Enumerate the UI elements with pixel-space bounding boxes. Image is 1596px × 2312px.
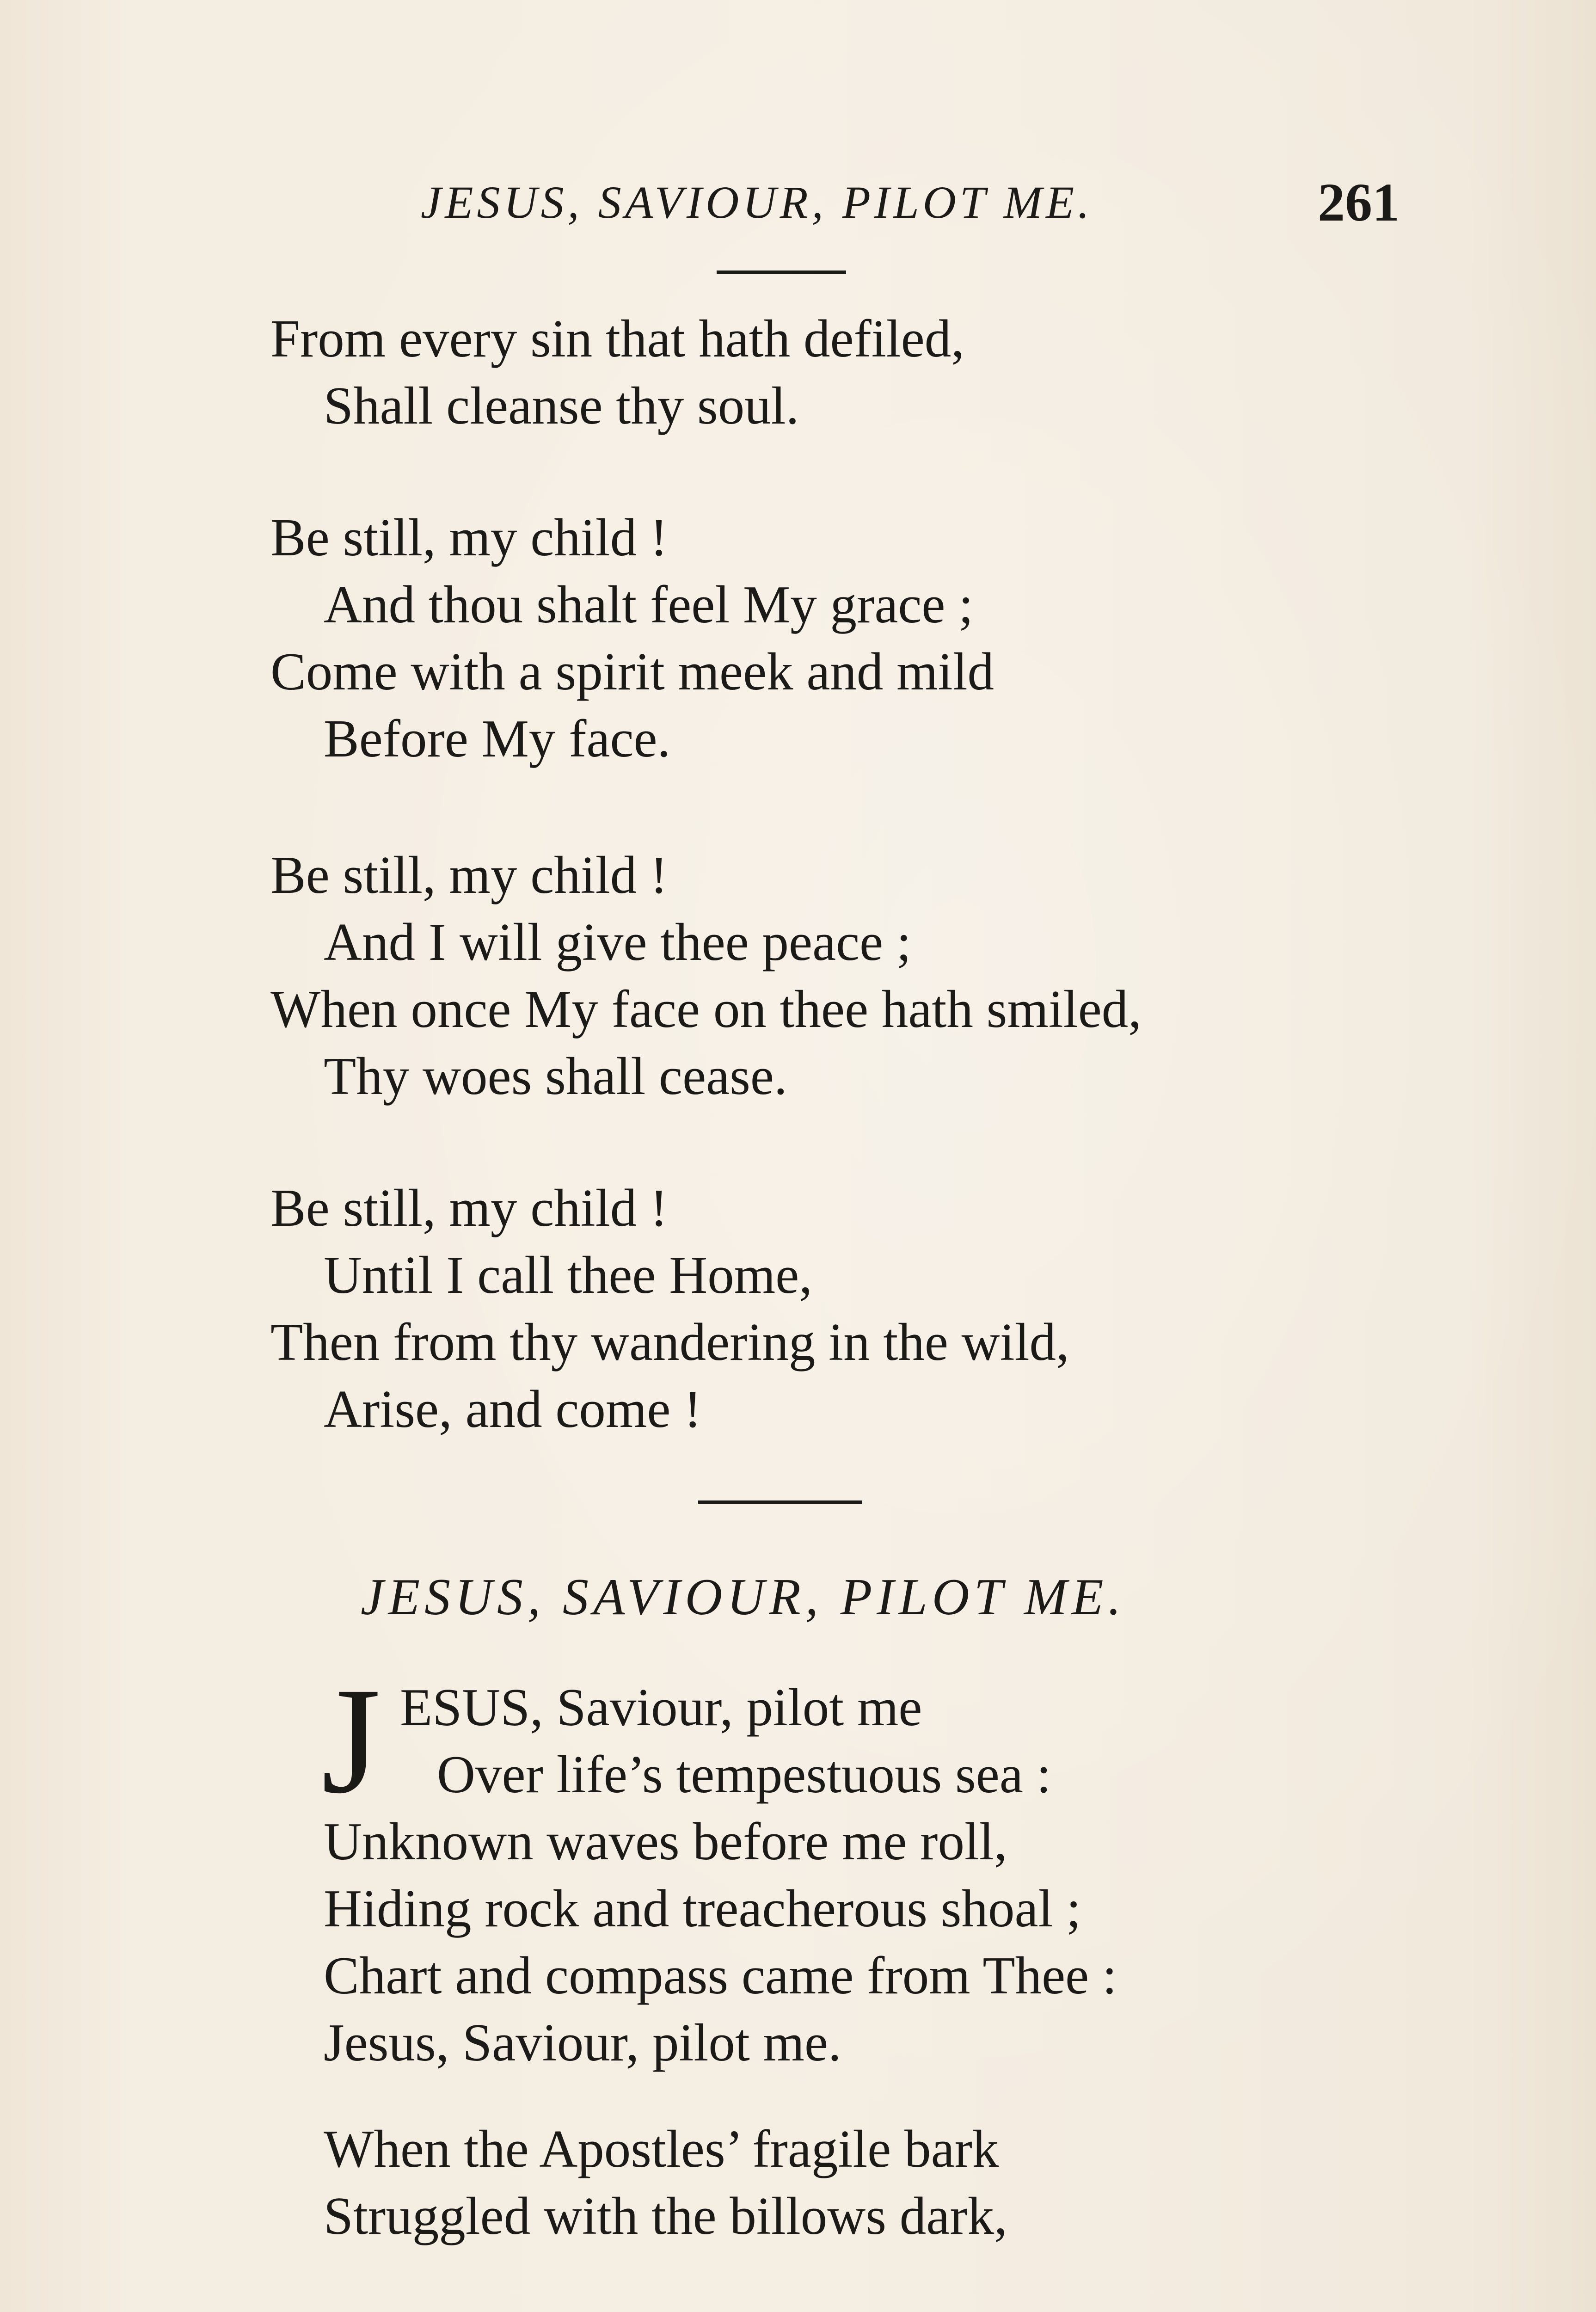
poem-line: Struggled with the billows dark, [324, 2187, 1007, 2245]
poem-line: And I will give thee peace ; [324, 913, 911, 972]
poem-line: When once My face on thee hath smiled, [270, 980, 1142, 1039]
poem-line: Chart and compass came from Thee : [324, 1946, 1117, 2005]
poem-line: Unknown waves before me roll, [324, 1812, 1007, 1871]
header-rule [717, 271, 846, 274]
poem-line: Hiding rock and treacherous shoal ; [324, 1879, 1081, 1938]
poem-line: Arise, and come ! [324, 1380, 702, 1439]
page-number: 261 [1318, 172, 1400, 233]
poem-line: Over life’s tempestuous sea : [437, 1745, 1051, 1804]
poem-line: And thou shalt feel My grace ; [324, 575, 974, 634]
poem-line: Thy woes shall cease. [324, 1047, 787, 1106]
section-divider [698, 1500, 862, 1504]
poem-line: Then from thy wandering in the wild, [270, 1313, 1069, 1371]
poem-line: From every sin that hath defiled, [270, 309, 965, 368]
poem-line: Until I call thee Home, [324, 1246, 813, 1304]
poem-line: Jesus, Saviour, pilot me. [324, 2013, 841, 2072]
poem-line: Before My face. [324, 709, 671, 768]
poem-line: Shall cleanse thy soul. [324, 376, 799, 435]
running-head-title: JESUS, SAVIOUR, PILOT ME. [421, 177, 1093, 228]
poem-line: Be still, my child ! [270, 1179, 668, 1237]
poem-line: Come with a spirit meek and mild [270, 642, 994, 701]
poem-line: Be still, my child ! [270, 846, 668, 904]
poem-line: ESUS, Saviour, pilot me [400, 1678, 922, 1737]
poem-title: JESUS, SAVIOUR, PILOT ME. [361, 1568, 1126, 1626]
poem-line: When the Apostles’ fragile bark [324, 2120, 999, 2178]
drop-cap: J [321, 1656, 381, 1825]
poem-line: Be still, my child ! [270, 508, 668, 567]
